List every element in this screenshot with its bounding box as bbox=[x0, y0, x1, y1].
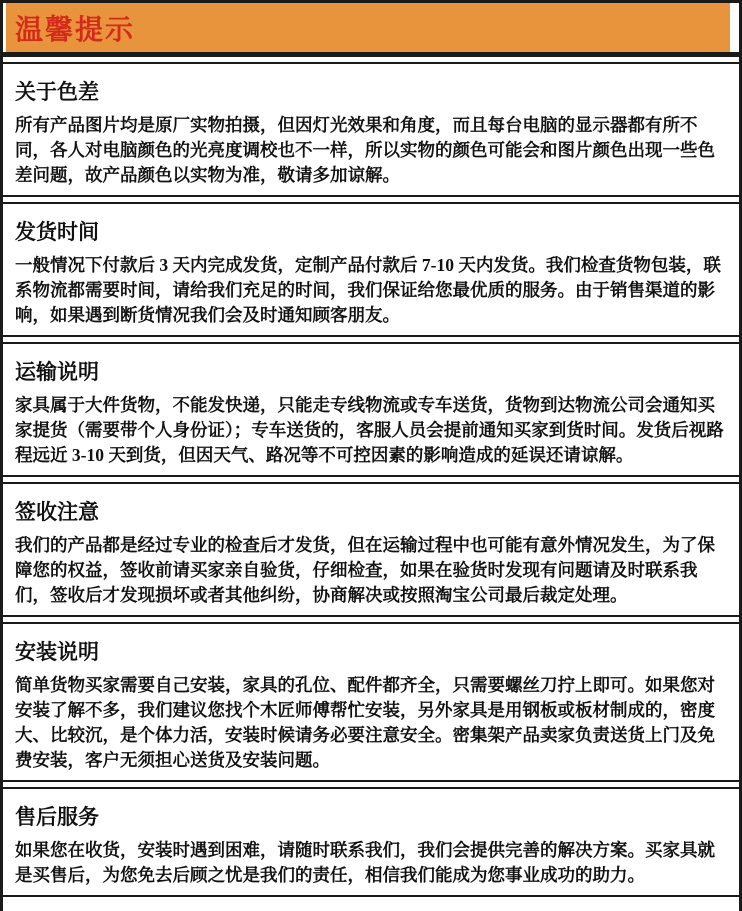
tip-heading: 签收注意 bbox=[15, 500, 99, 524]
tip-body: 家具属于大件货物，不能发快递，只能走专线物流或专车送货，货物到达物流公司会通知买家提货（需要带个人身份证）；专车送货的，客服人员会提前通知买家到货时间。发货后视路程远近 3-10 天到货，但因天气、路况等不可控因素的影响造成的延误还请谅解。 bbox=[15, 395, 724, 465]
tip-section-shipping-time bbox=[3, 202, 739, 337]
tip-body: 如果您在收货，安装时遇到困难，请随时联系我们，我们会提供完善的解决方案。买家具就是买售后，为您免去后顾之忧是我们的责任，相信我们能成为您事业成功的助力。 bbox=[15, 840, 715, 885]
tip-heading: 安装说明 bbox=[15, 640, 99, 664]
tip-body: 我们的产品都是经过专业的检查后才发货，但在运输过程中也可能有意外情况发生，为了保障您的权益，签收前请买家亲自验货，仔细检查，如果在验货时发现有问题请及时联系我们，签收后才发现损坏或者其他纠纷，协商解决或按照淘宝公司最后裁定处理。 bbox=[15, 535, 715, 605]
tip-body: 所有产品图片均是原厂实物拍摄，但因灯光效果和角度，而且每台电脑的显示器都有所不同，各人对电脑颜色的光亮度调校也不一样，所以实物的颜色可能会和图片颜色出现一些色差问题，故产品颜色以实物为准，敬请多加谅解。 bbox=[15, 115, 715, 185]
tip-section-transport-notes bbox=[3, 342, 739, 477]
tip-section-color-difference bbox=[3, 62, 739, 197]
tip-heading: 关于色差 bbox=[15, 80, 99, 104]
tip-heading: 售后服务 bbox=[15, 805, 99, 829]
tip-section-sign-for-goods bbox=[3, 482, 739, 617]
tip-body: 简单货物买家需要自己安装，家具的孔位、配件都齐全，只需要螺丝刀拧上即可。如果您对安装了解不多，我们建议您找个木匠师傅帮忙安装，另外家具是用钢板或板材制成的，密度大、比较沉，是个体力活，安装时候请务必要注意安全。密集架产品卖家负责送货上门及免费安装，客户无须担心送货及安装问题。 bbox=[15, 675, 715, 770]
tip-section-installation bbox=[3, 622, 739, 782]
tip-heading: 发货时间 bbox=[15, 220, 99, 244]
page-title: 温馨提示 bbox=[15, 12, 136, 46]
banner bbox=[3, 0, 739, 57]
tip-heading: 运输说明 bbox=[15, 360, 99, 384]
tip-body: 一般情况下付款后 3 天内完成发货，定制产品付款后 7-10 天内发货。我们检查货物包装，联系物流都需要时间，请给我们充足的时间，我们保证给您最优质的服务。由于销售渠道的影响，如果遇到断货情况我们会及时通知顾客朋友。 bbox=[15, 255, 721, 325]
tip-section-after-sales bbox=[3, 787, 739, 897]
